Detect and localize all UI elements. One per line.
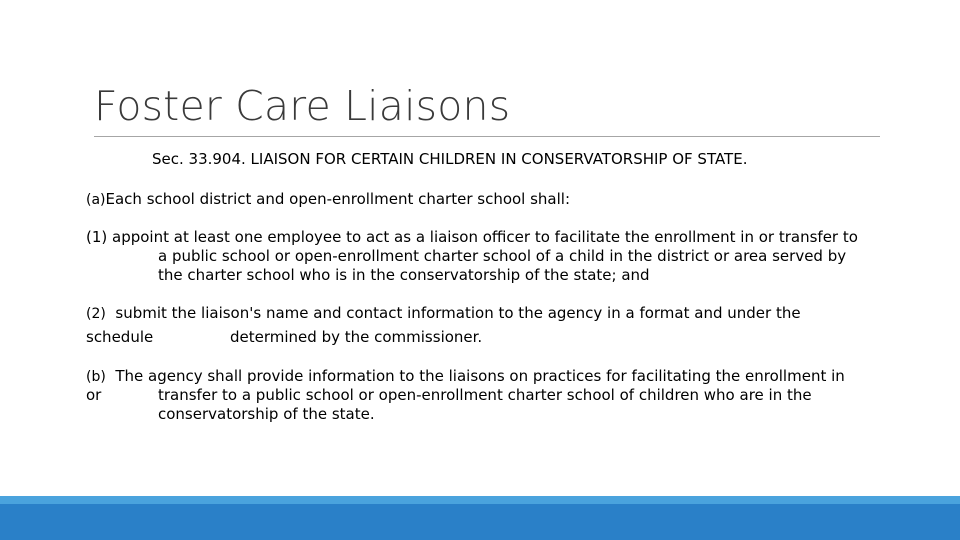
paragraph-2-marker: (2): [86, 306, 106, 322]
paragraph-a-text: Each school district and open-enrollment charter school shall:: [105, 190, 571, 208]
paragraph-2-line-1: [86, 304, 801, 324]
paragraph-b-marker: (b): [86, 369, 106, 385]
paragraph-b-line-3: conservatorship of the state.: [158, 405, 375, 423]
paragraph-a: [86, 190, 570, 210]
paragraph-2-line-2a: schedule: [86, 328, 154, 346]
title-divider: [94, 136, 880, 137]
paragraph-2-line-1-text: submit the liaison's name and contact information to the agency in a format and under the: [115, 304, 801, 322]
paragraph-2-line-2b: determined by the commissioner.: [230, 328, 483, 346]
paragraph-b-line-2a: or: [86, 386, 102, 404]
section-heading: Sec. 33.904. LIAISON FOR CERTAIN CHILDREN IN CONSERVATORSHIP OF STATE.: [152, 150, 748, 168]
paragraph-b-line-1-text: The agency shall provide information to the liaisons on practices for facilitating the enrollment in: [115, 367, 845, 385]
paragraph-1-line-1: (1) appoint at least one employee to act as a liaison officer to facilitate the enrollment in or transfer to: [86, 228, 858, 246]
paragraph-a-marker: (a): [86, 192, 106, 208]
paragraph-b-line-1: [86, 367, 845, 387]
slide-title: Foster Care Liaisons: [94, 82, 511, 130]
paragraph-1-line-3: the charter school who is in the conservatorship of the state; and: [158, 266, 650, 284]
footer-accent-stripe: [0, 496, 960, 504]
paragraph-1-line-2: a public school or open-enrollment charter school of a child in the district or area served by: [158, 247, 847, 265]
paragraph-b-line-2b: transfer to a public school or open-enrollment charter school of children who are in the: [158, 386, 812, 404]
